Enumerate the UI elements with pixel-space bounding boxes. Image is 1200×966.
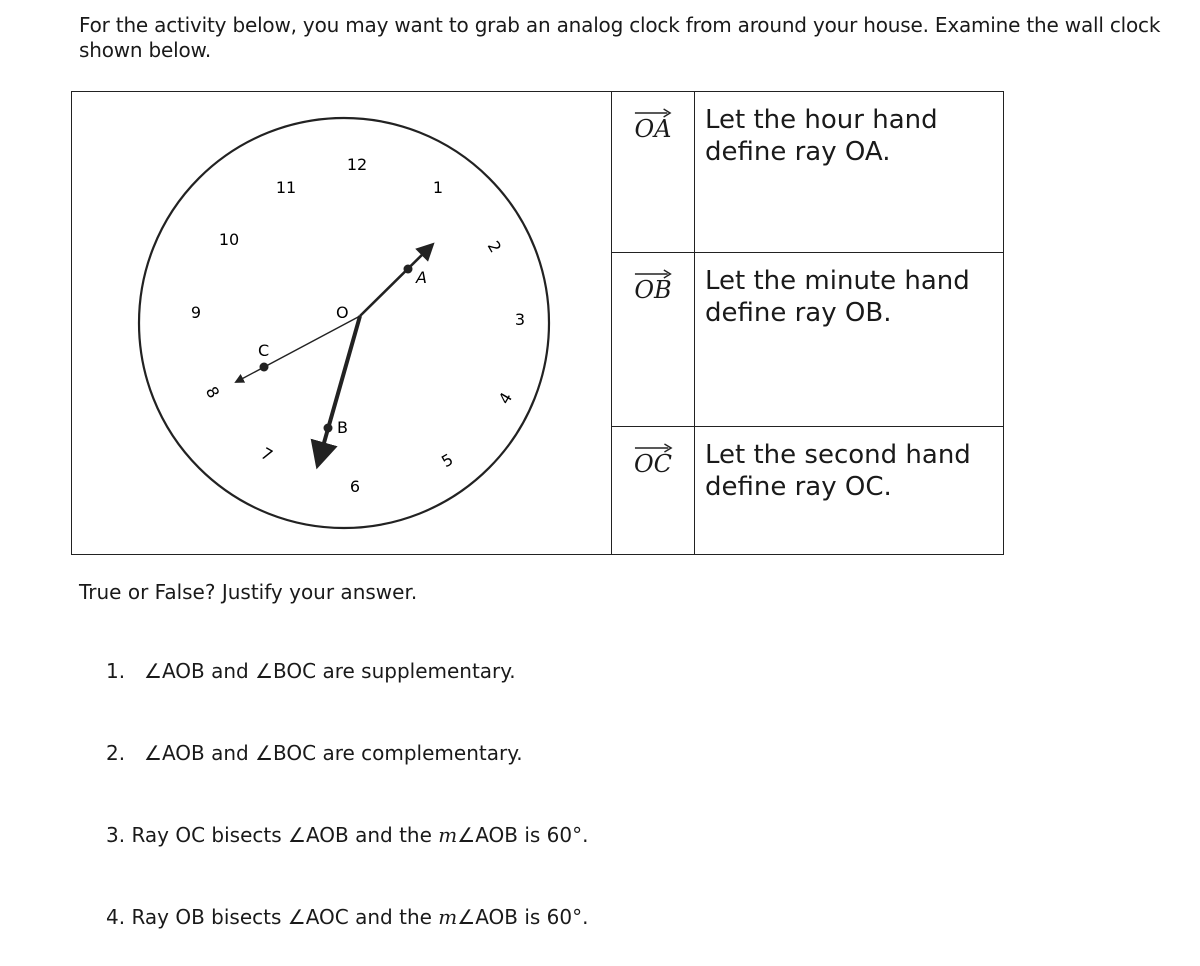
ray-symbol-text-oc: OC <box>633 450 673 479</box>
measure-symbol: m <box>438 823 458 847</box>
point-label-b: B <box>337 418 348 437</box>
clock-number-9: 9 <box>190 303 202 322</box>
angle-icon: ∠ <box>287 905 306 929</box>
question-number: 3. <box>106 823 126 847</box>
question-text: BOC are complementary. <box>273 741 523 765</box>
clock-number-10: 10 <box>218 230 240 249</box>
ray-symbol-oa <box>634 116 671 142</box>
ray-symbol-cell-oc <box>612 427 695 555</box>
ray-arrow-icon <box>634 269 671 279</box>
ray-symbol-cell-ob <box>612 253 695 427</box>
question-text: AOB is 60°. <box>475 905 589 929</box>
clock-number-11: 11 <box>275 178 297 197</box>
angle-icon: ∠ <box>288 823 306 847</box>
clock-number-12: 12 <box>346 155 368 174</box>
angle-icon: ∠ <box>144 659 162 683</box>
ray-description-cell-oa <box>695 92 1004 253</box>
question-text: AOB and <box>161 659 256 683</box>
question-text: BOC are supplementary. <box>273 659 516 683</box>
angle-icon: ∠ <box>457 905 476 929</box>
point-label-c: C <box>258 341 270 360</box>
point-c <box>260 363 269 372</box>
clock-diagram <box>72 92 611 550</box>
ray-description-cell-ob <box>695 253 1004 427</box>
point-label-o: O <box>336 303 349 322</box>
ray-description-ob: Let the minute hand define ray OB. <box>705 266 970 329</box>
ray-arrow-icon <box>634 443 672 453</box>
clock-number-8: 8 <box>201 383 224 402</box>
question-1 <box>106 659 516 683</box>
clock-cell <box>72 92 612 555</box>
question-text: Ray OB bisects <box>131 905 288 929</box>
ray-symbol-ob <box>634 277 671 303</box>
ray-description-oc: Let the second hand define ray OC. <box>705 440 971 503</box>
measure-symbol: m <box>438 905 458 929</box>
intro-text: For the activity below, you may want to grab an analog clock from around your house. Examine the wall clock shown below. <box>79 13 1161 62</box>
question-number: 4. <box>106 905 126 929</box>
question-3 <box>106 823 588 847</box>
point-label-a: A <box>416 268 427 287</box>
clock-number-5: 5 <box>438 449 457 472</box>
ray-symbol-oc <box>634 451 672 477</box>
ray-arrow-icon <box>634 108 671 118</box>
angle-icon: ∠ <box>457 823 476 847</box>
question-number: 1. <box>106 659 126 683</box>
angle-icon: ∠ <box>255 659 274 683</box>
ray-description-oa: Let the hour hand define ray OA. <box>705 105 938 167</box>
minute-hand-ray-ob <box>318 316 360 464</box>
question-text: AOB is 60°. <box>475 823 589 847</box>
question-text: AOB and the <box>305 823 439 847</box>
clock-number-3: 3 <box>514 310 526 329</box>
question-text: AOB and <box>161 741 256 765</box>
clock-number-4: 4 <box>494 389 517 408</box>
ray-description-cell-oc <box>695 427 1004 555</box>
question-text: Ray OC bisects <box>131 823 289 847</box>
true-false-prompt: True or False? Justify your answer. <box>79 580 418 604</box>
activity-table <box>71 91 1004 555</box>
clock-face <box>139 118 549 528</box>
point-b <box>324 424 333 433</box>
question-4 <box>106 905 588 929</box>
second-hand-ray-oc <box>236 316 360 382</box>
point-a <box>404 265 413 274</box>
ray-symbol-cell-oa <box>612 92 695 253</box>
question-text: AOC and the <box>305 905 439 929</box>
question-2 <box>106 741 523 765</box>
clock-number-2: 2 <box>483 237 506 256</box>
question-number: 2. <box>106 741 126 765</box>
clock-number-7: 7 <box>257 443 276 466</box>
ray-symbol-text-ob: OB <box>634 276 672 305</box>
ray-symbol-text-oa: OA <box>634 115 672 143</box>
clock-number-1: 1 <box>432 178 444 197</box>
angle-icon: ∠ <box>144 741 162 765</box>
clock-number-6: 6 <box>349 477 361 496</box>
angle-icon: ∠ <box>255 741 274 765</box>
